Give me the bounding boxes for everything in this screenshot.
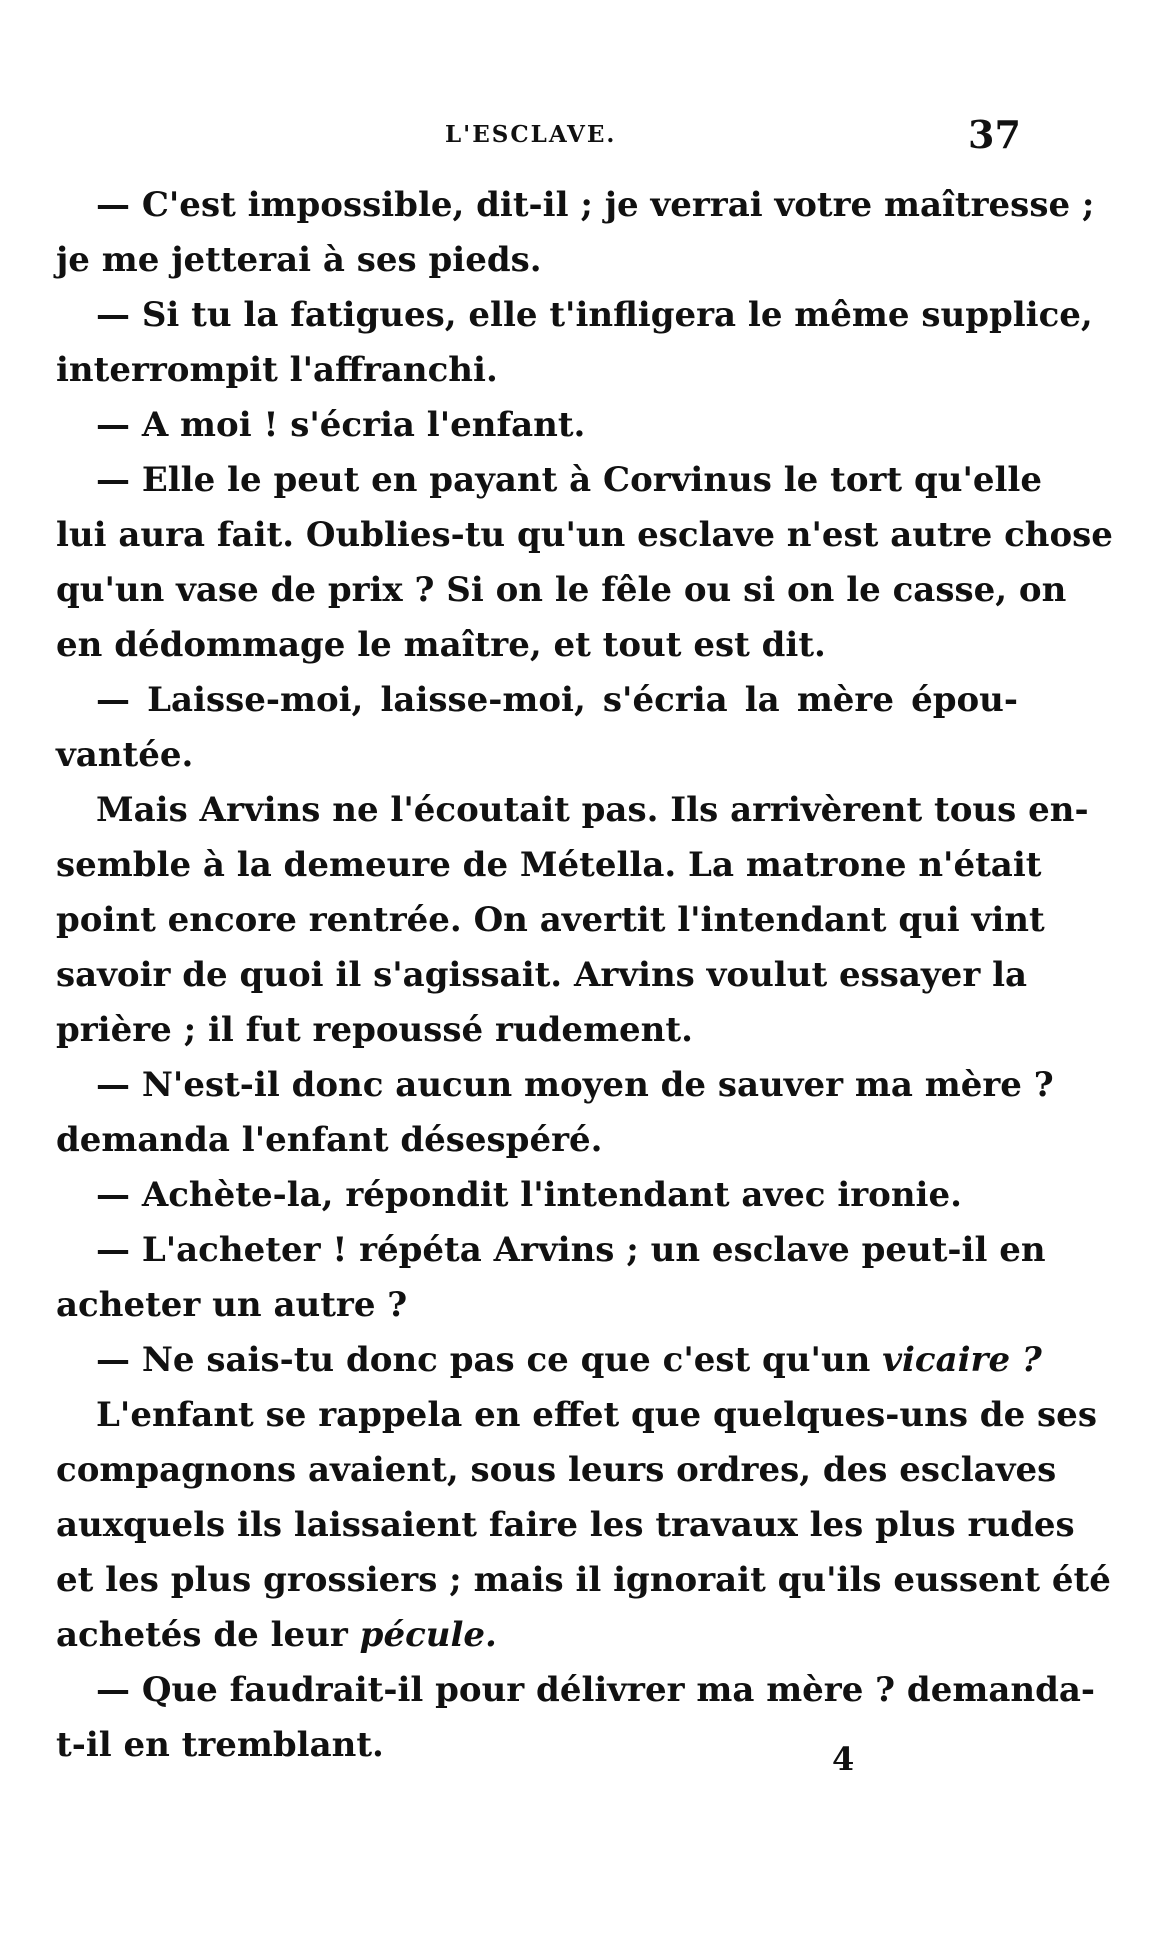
text-line: compagnons avaient, sous leurs ordres, des esclaves bbox=[56, 1450, 1057, 1490]
body-text bbox=[56, 178, 1113, 1773]
text-line bbox=[56, 1333, 1042, 1388]
text-line: t-il en tremblant. bbox=[56, 1725, 384, 1765]
text-line: — N'est-il donc aucun moyen de sauver ma mère ? bbox=[96, 1065, 1054, 1105]
italic-word: vicaire ? bbox=[882, 1340, 1042, 1380]
text-line: — L'acheter ! répéta Arvins ; un esclave peut-il en bbox=[96, 1230, 1046, 1270]
text-line: lui aura fait. Oublies-tu qu'un esclave n'est autre chose bbox=[56, 515, 1113, 555]
text-line: en dédommage le maître, et tout est dit. bbox=[56, 625, 826, 665]
text-line: — Que faudrait-il pour délivrer ma mère ? demanda- bbox=[96, 1670, 1095, 1710]
text-line bbox=[56, 1608, 1018, 1663]
text-line: je me jetterai à ses pieds. bbox=[56, 240, 542, 280]
text-line: point encore rentrée. On avertit l'intendant qui vint bbox=[56, 900, 1045, 940]
text-line-part: achetés de leur bbox=[56, 1615, 348, 1655]
text-line: prière ; il fut repoussé rudement. bbox=[56, 1010, 693, 1050]
italic-word: pécule. bbox=[359, 1615, 497, 1655]
text-line: — Si tu la fatigues, elle t'infligera le même supplice, bbox=[96, 295, 1093, 335]
text-line: — Achète-la, répondit l'intendant avec ironie. bbox=[96, 1175, 962, 1215]
text-line: interrompit l'affranchi. bbox=[56, 350, 498, 390]
text-line: auxquels ils laissaient faire les travaux les plus rudes bbox=[56, 1505, 1075, 1545]
text-line: qu'un vase de prix ? Si on le fêle ou si on le casse, on bbox=[56, 570, 1067, 610]
text-line: et les plus grossiers ; mais il ignorait qu'ils eussent été bbox=[56, 1560, 1111, 1600]
text-line: demanda l'enfant désespéré. bbox=[56, 1120, 603, 1160]
text-line: L'enfant se rappela en effet que quelques-uns de ses bbox=[96, 1395, 1097, 1435]
text-line: — C'est impossible, dit-il ; je verrai votre maîtresse ; bbox=[96, 185, 1095, 225]
text-line: semble à la demeure de Métella. La matrone n'était bbox=[56, 845, 1042, 885]
text-line: savoir de quoi il s'agissait. Arvins voulut essayer la bbox=[56, 955, 1028, 995]
page-number: 37 bbox=[968, 112, 1021, 157]
signature-mark: 4 bbox=[832, 1740, 855, 1778]
text-line: vantée. bbox=[56, 735, 194, 775]
text-line: Mais Arvins ne l'écoutait pas. Ils arrivèrent tous en- bbox=[96, 790, 1089, 830]
text-line: — Elle le peut en payant à Corvinus le tort qu'elle bbox=[96, 460, 1042, 500]
text-line: acheter un autre ? bbox=[56, 1285, 408, 1325]
text-line: — A moi ! s'écria l'enfant. bbox=[96, 405, 586, 445]
text-line: — Laisse-moi, laisse-moi, s'écria la mère épou- bbox=[96, 680, 1018, 720]
running-title: L'ESCLAVE. bbox=[445, 121, 617, 148]
text-line-part: — Ne sais-tu donc pas ce que c'est qu'un bbox=[96, 1340, 871, 1380]
